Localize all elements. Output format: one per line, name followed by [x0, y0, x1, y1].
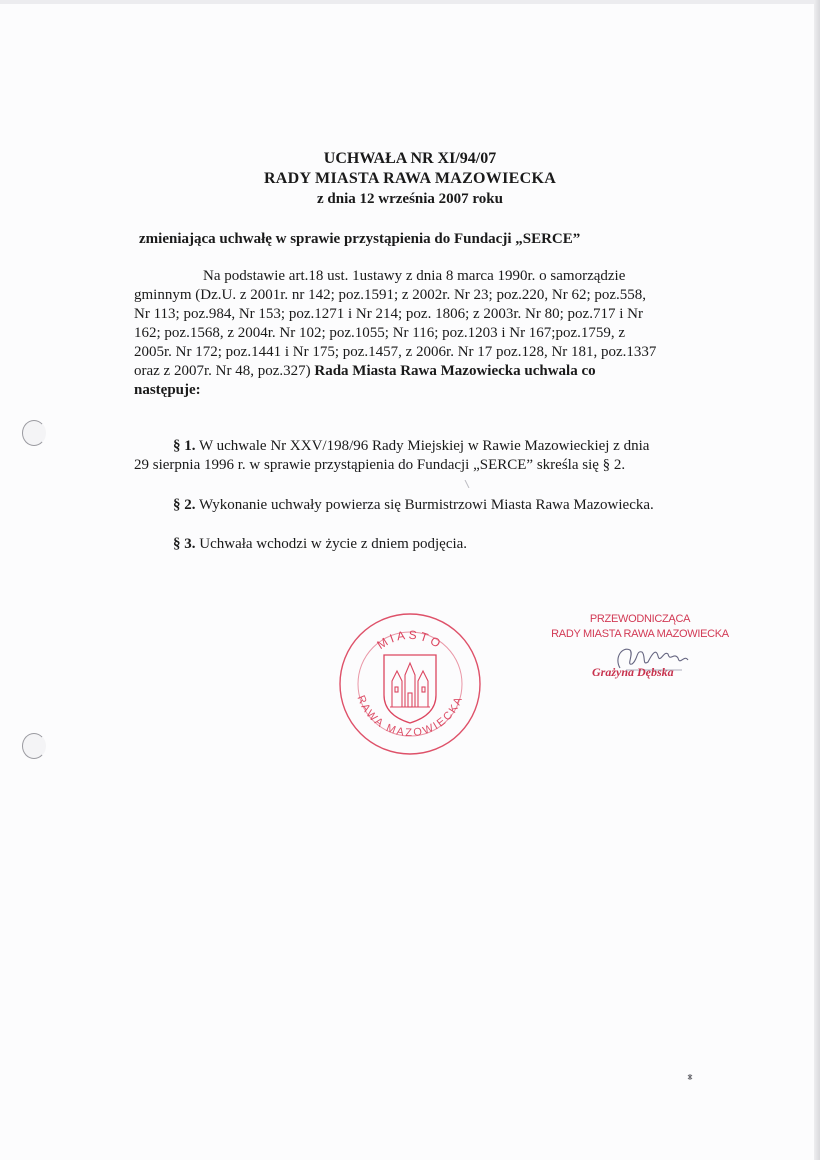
section-mark: § 3.	[173, 536, 196, 552]
paragraph-text: W uchwale Nr XXV/198/96 Rady Miejskiej w Rawie Mazowieckiej z dnia	[195, 438, 650, 454]
preamble-line: 2005r. Nr 172; poz.1441 i Nr 175; poz.1457, z 2006r. Nr 17 poz.128, Nr 181, poz.1337	[134, 344, 657, 360]
preamble-line: gminnym (Dz.U. z 2001r. nr 142; poz.1591; z 2002r. Nr 23; poz.220, Nr 62; poz.558,	[134, 287, 647, 303]
svg-text:MIASTO	[374, 628, 445, 652]
legal-basis-preamble	[134, 267, 706, 400]
stamp-bottom-text: RAWA MAZOWIECKA	[354, 693, 466, 740]
resolution-header	[0, 149, 820, 209]
preamble-line: Na podstawie art.18 ust. 1ustawy z dnia 8 marca 1990r. o samorządzie	[203, 268, 626, 284]
scan-edge-top	[0, 0, 820, 4]
scan-mark-icon	[464, 480, 470, 488]
city-seal-stamp	[337, 611, 483, 757]
paragraph-text: Uchwała wchodzi w życie z dniem podjęcia.	[195, 536, 468, 552]
preamble-line	[134, 362, 706, 381]
paragraph-text: 29 sierpnia 1996 r. w sprawie przystąpienia do Fundacji „SERCE” skreśla się § 2.	[134, 457, 626, 473]
council-resolves-text: Rada Miasta Rawa Mazowiecka uchwala co	[314, 363, 596, 379]
paragraph-1	[134, 437, 649, 475]
signature-block	[540, 612, 740, 642]
preamble-citation-end: oraz z 2007r. Nr 48, poz.327)	[134, 363, 315, 379]
section-mark: § 2.	[173, 497, 196, 513]
paragraph-2	[173, 496, 654, 515]
punch-hole-icon	[22, 420, 46, 446]
follows-text: następuje:	[134, 382, 201, 398]
section-mark: § 1.	[173, 438, 196, 454]
council-name: RADY MIASTA RAWA MAZOWIECKA	[263, 170, 557, 187]
scan-speck-icon	[686, 1073, 694, 1081]
signatory-council: RADY MIASTA RAWA MAZOWIECKA	[551, 628, 729, 640]
preamble-line	[134, 381, 706, 400]
preamble-line: Nr 113; poz.984, Nr 153; poz.1271 i Nr 214; poz. 1806; z 2003r. Nr 80; poz.717 i Nr	[134, 306, 643, 322]
svg-text:RAWA MAZOWIECKA	[354, 694, 465, 739]
resolution-date: z dnia 12 września 2007 roku	[317, 191, 503, 207]
paragraph-3	[173, 535, 467, 554]
resolution-number: UCHWAŁA NR XI/94/07	[323, 150, 497, 167]
paragraph-text: Wykonanie uchwały powierza się Burmistrzowi Miasta Rawa Mazowiecka.	[195, 497, 654, 513]
resolution-subject: zmieniająca uchwałę w sprawie przystąpienia do Fundacji „SERCE”	[139, 231, 581, 247]
signatory-name: Grażyna Dębska	[592, 665, 674, 679]
punch-hole-icon	[22, 733, 46, 759]
stamp-top-text: MIASTO	[374, 627, 446, 653]
signatory-title: PRZEWODNICZĄCA	[589, 613, 691, 625]
preamble-line: 162; poz.1568, z 2004r. Nr 102; poz.1055; Nr 116; poz.1203 i Nr 167;poz.1759, z	[134, 325, 626, 341]
